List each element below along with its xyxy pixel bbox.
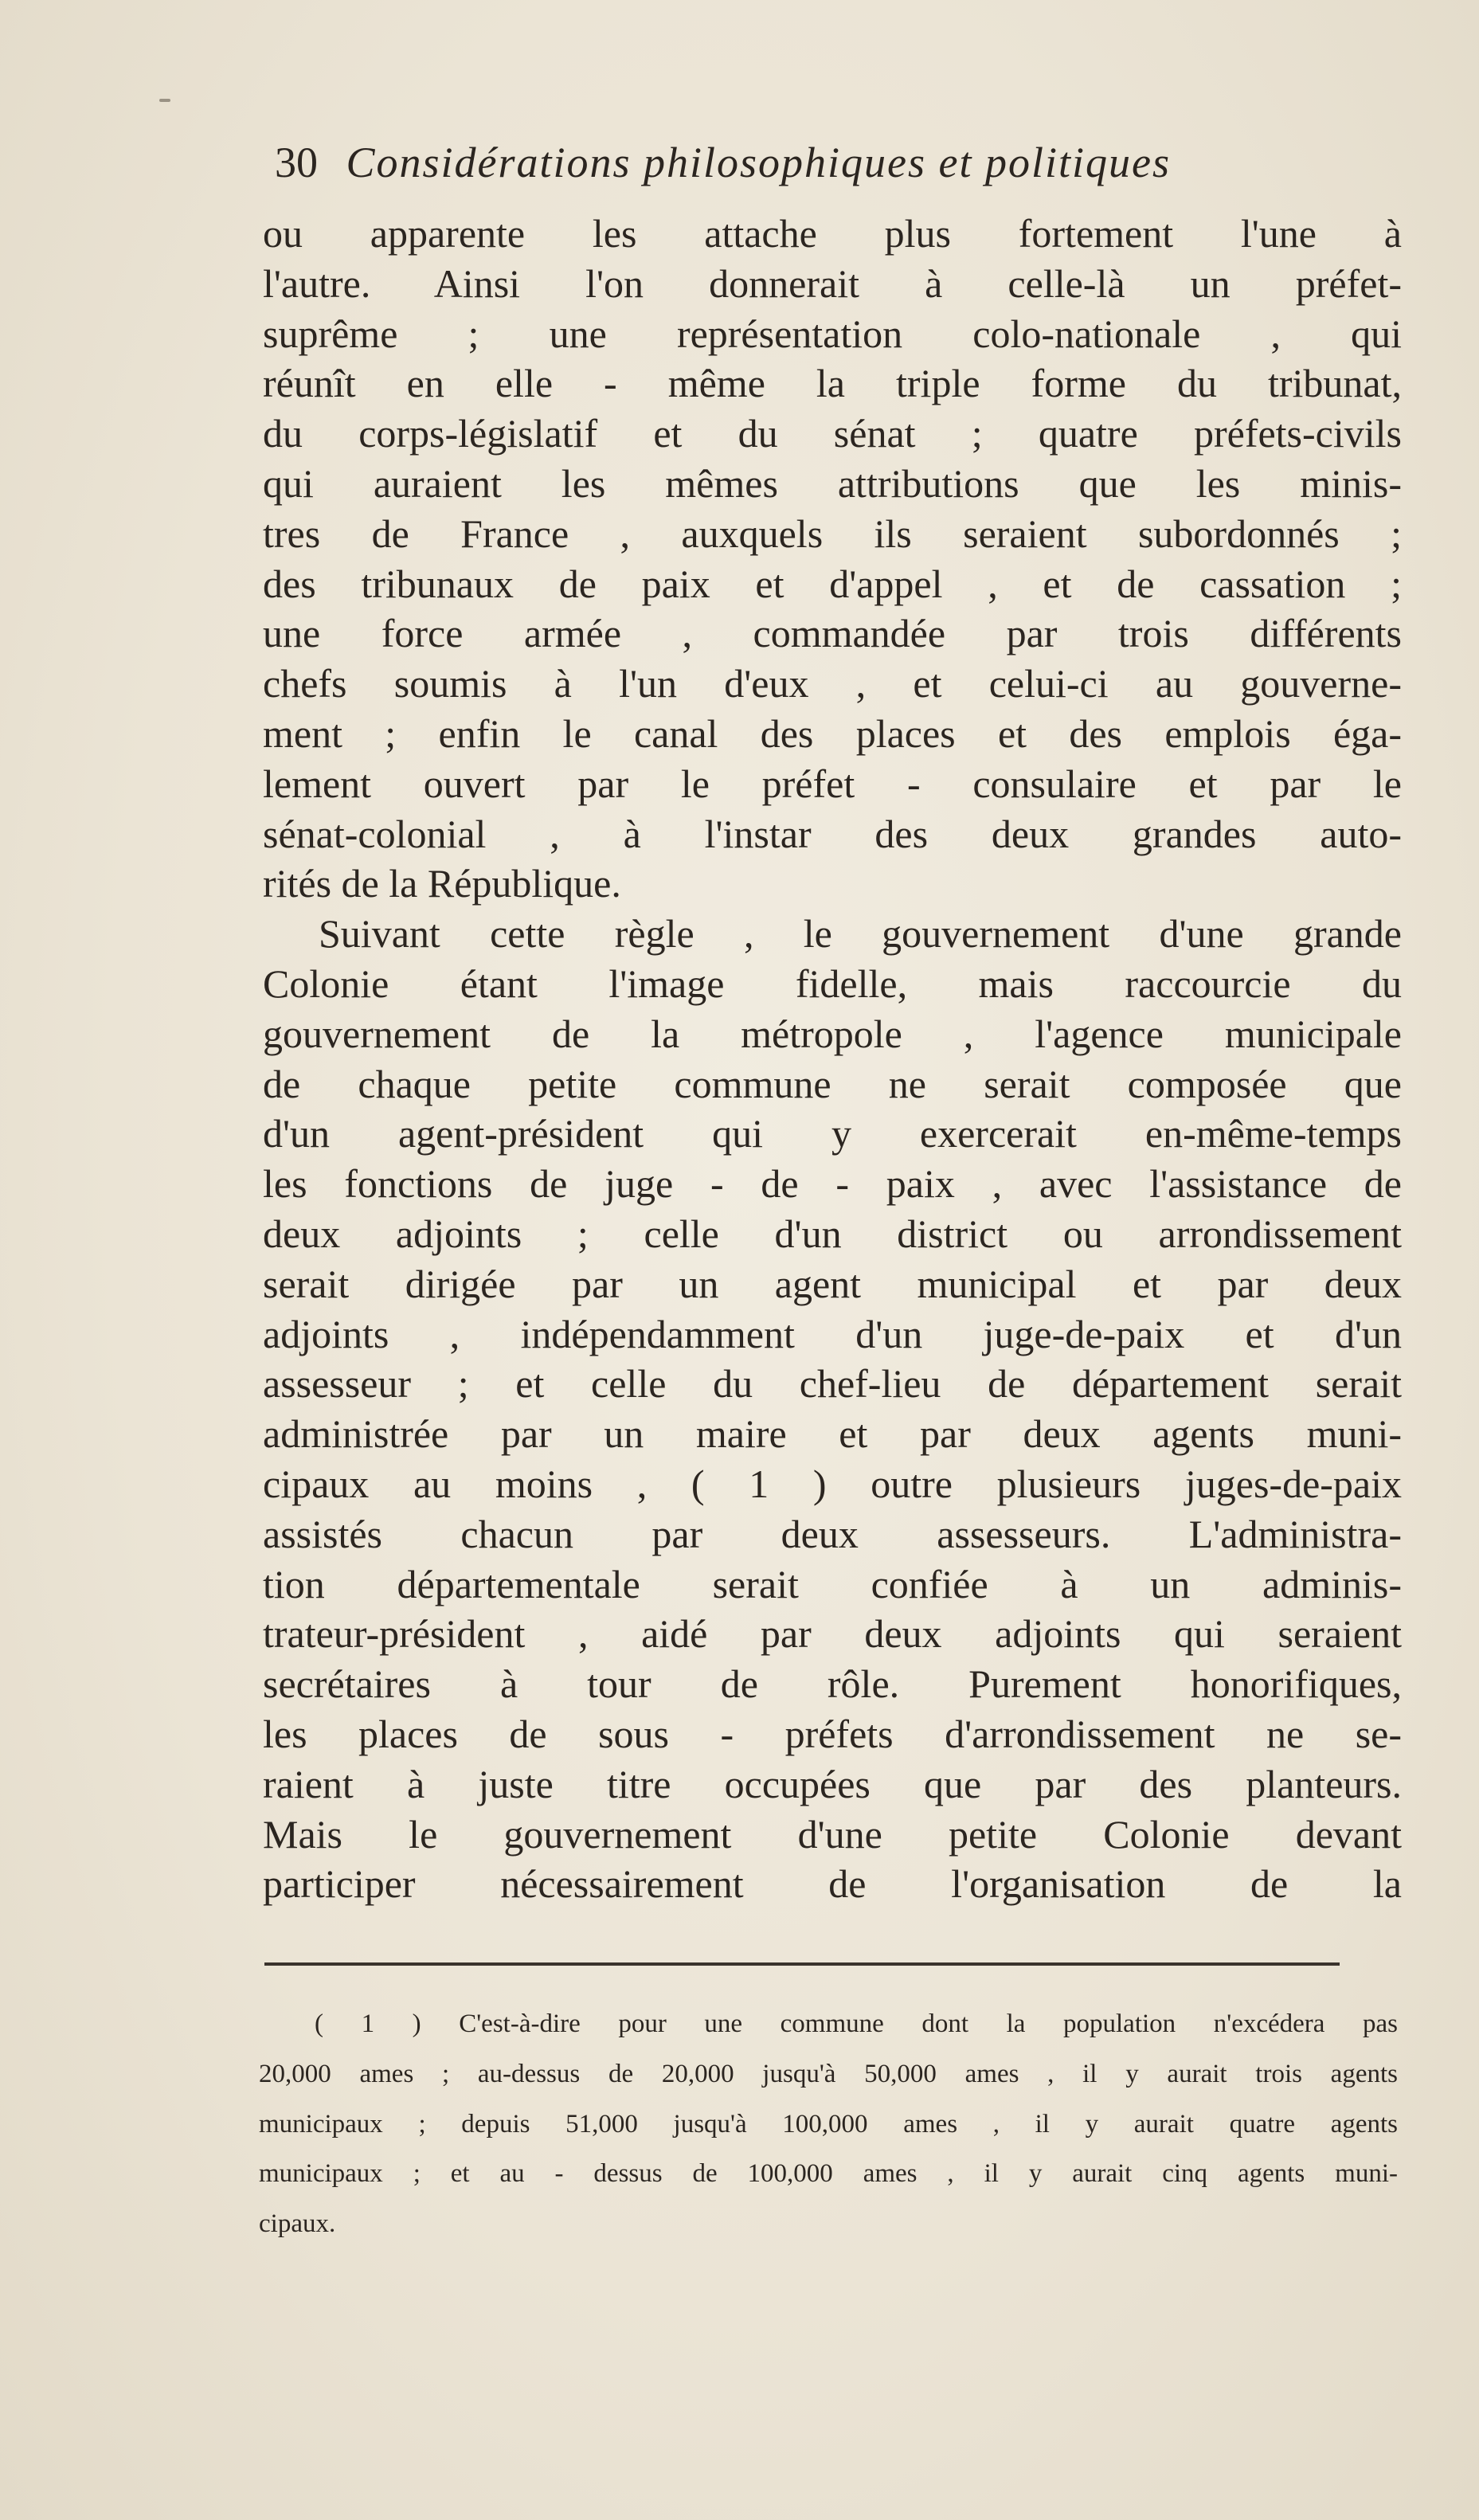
text-line: gouvernement de la métropole , l'agence municipale	[263, 1011, 1402, 1056]
text-line: tion départementale serait confiée à un adminis-	[263, 1561, 1402, 1606]
footnote	[259, 2007, 1398, 2257]
text-line: l'autre. Ainsi l'on donnerait à celle-là un préfet-	[263, 260, 1402, 306]
text-line: tres de France , auxquels ils seraient subordonnés ;	[263, 511, 1402, 556]
text-line: d'un agent-président qui y exercerait en-même-temps	[263, 1111, 1402, 1156]
text-line: secrétaires à tour de rôle. Purement honorifiques,	[263, 1661, 1402, 1707]
text-line: les places de sous - préfets d'arrondissement ne se-	[263, 1711, 1402, 1756]
text-line: Colonie étant l'image fidelle, mais raccourcie du	[263, 961, 1402, 1006]
text-line: ment ; enfin le canal des places et des emplois éga-	[263, 710, 1402, 756]
text-line: trateur-président , aidé par deux adjoints qui seraient	[263, 1611, 1402, 1657]
text-line: serait dirigée par un agent municipal et par deux	[263, 1261, 1402, 1306]
footnote-line: municipaux ; et au - dessus de 100,000 ames , il y aurait cinq agents muni-	[259, 2159, 1398, 2189]
text-line: raient à juste titre occupées que par des planteurs.	[263, 1761, 1402, 1806]
text-line: réunît en elle - même la triple forme du tribunat,	[263, 361, 1402, 406]
page-number: 30	[275, 139, 318, 186]
text-line: qui auraient les mêmes attributions que les minis-	[263, 460, 1402, 506]
footnote-line: cipaux.	[259, 2209, 336, 2239]
footnote-line: 20,000 ames ; au-dessus de 20,000 jusqu'à 50,000 ames , il y aurait trois agents	[259, 2059, 1398, 2088]
footnote-divider	[264, 1962, 1340, 1966]
text-line: assistés chacun par deux assesseurs. L'administra-	[263, 1511, 1402, 1556]
text-line: administrée par un maire et par deux agents muni-	[263, 1411, 1402, 1457]
text-line: lement ouvert par le préfet - consulaire et par le	[263, 761, 1402, 806]
text-line: de chaque petite commune ne serait composée que	[263, 1061, 1402, 1106]
running-title: Considérations philosophiques et politiques	[346, 139, 1172, 186]
text-line: sénat-colonial , à l'instar des deux grandes auto-	[263, 811, 1402, 856]
text-line: chefs soumis à l'un d'eux , et celui-ci au gouverne-	[263, 661, 1402, 706]
text-line: suprême ; une représentation colo-nationale , qui	[263, 311, 1402, 356]
text-line: adjoints , indépendamment d'un juge-de-paix et d'un	[263, 1311, 1402, 1356]
text-line: Mais le gouvernement d'une petite Colonie devant	[263, 1811, 1402, 1857]
body-text	[263, 209, 1402, 1909]
text-line: une force armée , commandée par trois différents	[263, 611, 1402, 656]
text-line: assesseur ; et celle du chef-lieu de département serait	[263, 1361, 1402, 1407]
text-line: ou apparente les attache plus fortement l'une à	[263, 211, 1402, 256]
text-line: participer nécessairement de l'organisation de la	[263, 1861, 1402, 1907]
footnote-line: municipaux ; depuis 51,000 jusqu'à 100,000 ames , il y aurait quatre agents	[259, 2109, 1398, 2138]
text-line: les fonctions de juge - de - paix , avec l'assistance de	[263, 1161, 1402, 1207]
running-header	[275, 137, 1374, 188]
ink-mark	[159, 99, 170, 102]
text-line: des tribunaux de paix et d'appel , et de cassation ;	[263, 561, 1402, 606]
footnote-line: ( 1 ) C'est-à-dire pour une commune dont la population n'excédera pas	[315, 2009, 1398, 2038]
text-line: cipaux au moins , ( 1 ) outre plusieurs juges-de-paix	[263, 1461, 1402, 1506]
text-line: du corps-législatif et du sénat ; quatre préfets-civils	[263, 411, 1402, 456]
text-line: deux adjoints ; celle d'un district ou arrondissement	[263, 1211, 1402, 1256]
text-line: rités de la République.	[263, 861, 621, 906]
text-line: Suivant cette règle , le gouvernement d'une grande	[319, 911, 1402, 957]
